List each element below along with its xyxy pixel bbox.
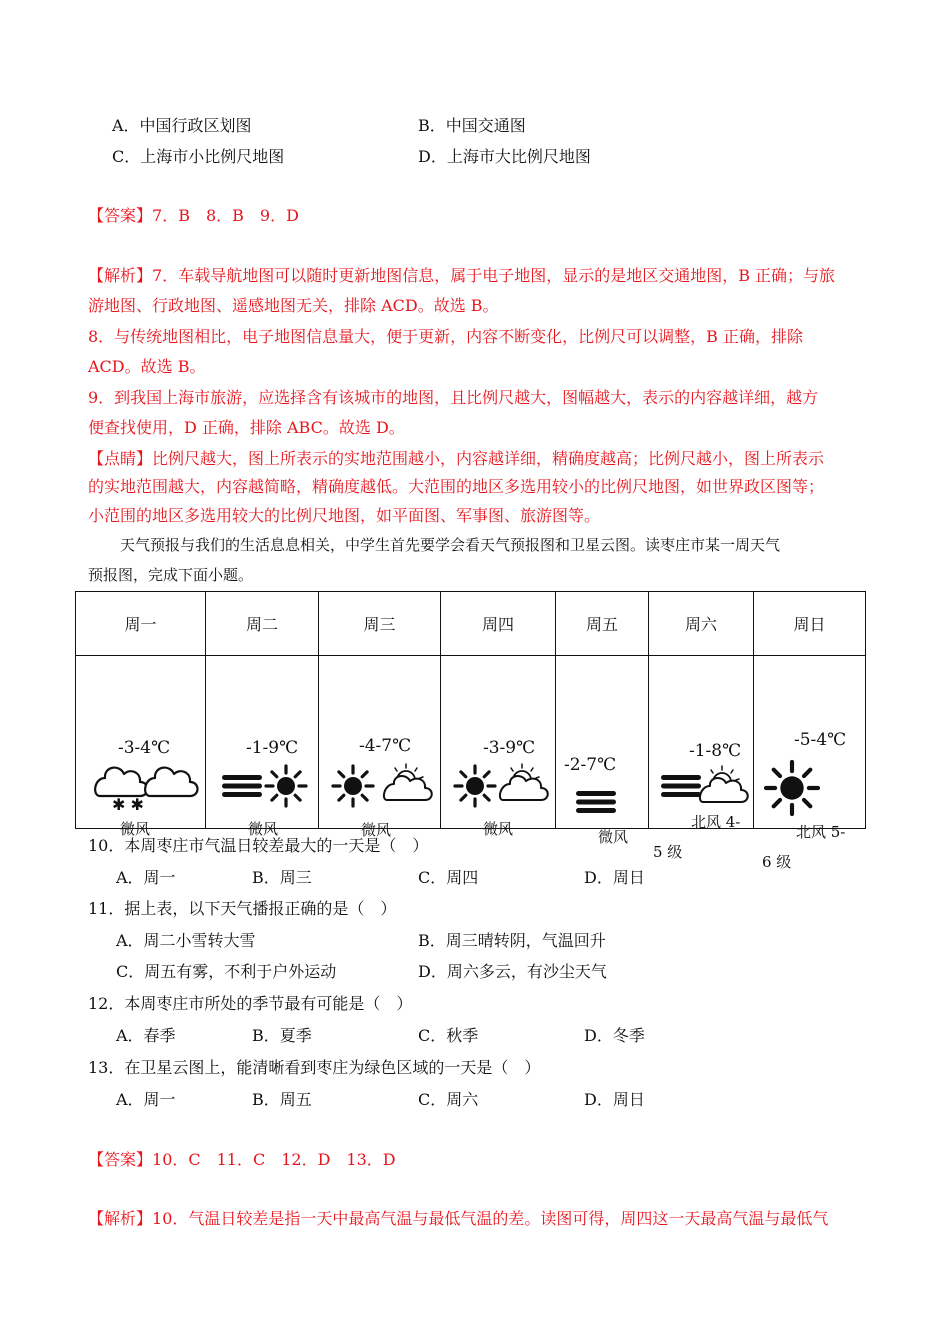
temp-sat: -1-8℃ (689, 741, 742, 761)
wind-wed: 微风 (361, 821, 392, 839)
analysis-line-4: ACD。故选 B。 (88, 357, 206, 376)
answer-tag: 【答案】 (88, 206, 153, 225)
wind-thu: 微风 (483, 820, 514, 838)
day-sat: 周六 (649, 592, 754, 656)
option-d: D．上海市大比例尺地图 (418, 147, 591, 166)
fog-to-sunny-icon (218, 764, 308, 808)
analysis-text-1: 7．车载导航地图可以随时更新地图信息，属于电子地图，显示的是地区交通地图，B 正确；与旅 (152, 266, 836, 285)
weather-cell-fri (556, 656, 649, 846)
answer-text: 7．B 8．B 9．D (152, 206, 299, 225)
analysis-tag-2: 【解析】 (88, 1209, 153, 1228)
option-b: B．中国交通图 (418, 116, 526, 135)
q12-option-b: B．夏季 (252, 1026, 312, 1045)
wind-tue: 微风 (248, 820, 279, 838)
sunny-to-partly-cloudy-icon (451, 764, 551, 812)
option-a: A．中国行政区划图 (112, 116, 252, 135)
temp-sun: -5-4℃ (794, 730, 847, 750)
weather-cell-tue (206, 656, 319, 838)
q11-option-b: B．周三晴转阴，气温回升 (418, 931, 606, 950)
day-thu: 周四 (441, 592, 556, 656)
wind-fri: 微风 (598, 828, 629, 846)
tip-tag: 【点睛】 (88, 449, 153, 468)
sunny-to-partly-cloudy-icon (329, 762, 434, 812)
weather-cell-mon (76, 656, 206, 838)
tip-line-3: 小范围的地区多选用较大的比例尺地图，如平面图、军事图、旅游图等。 (88, 506, 601, 525)
intro-line-2: 预报图，完成下面小题。 (88, 566, 254, 584)
analysis2-line-1 (88, 1209, 828, 1229)
q11-option-d: D．周六多云，有沙尘天气 (418, 962, 607, 981)
wind-sat: 北风 4- (691, 813, 741, 831)
temp-thu: -3-9℃ (483, 738, 536, 758)
question-11: 11．据上表，以下天气播报正确的是（ ） (88, 899, 397, 918)
temp-wed: -4-7℃ (359, 736, 412, 756)
weather-body-row (76, 656, 866, 829)
wind-level-sun: 6 级 (762, 853, 792, 871)
weather-cell-wed (319, 656, 441, 839)
question-12: 12．本周枣庄市所处的季节最有可能是（ ） (88, 994, 413, 1013)
q10-option-c: C．周四 (418, 868, 479, 887)
fog-icon (574, 782, 620, 822)
question-13: 13．在卫星云图上，能清晰看到枣庄为绿色区域的一天是（ ） (88, 1058, 541, 1077)
day-sun: 周日 (754, 592, 866, 656)
day-fri: 周五 (556, 592, 649, 656)
analysis-line-2: 游地图、行政地图、遥感地图无关，排除 ACD。故选 B。 (88, 296, 499, 315)
analysis-line-5: 9．到我国上海市旅游，应选择含有该城市的地图，且比例尺越大，图幅越大，表示的内容越详细，越方 (88, 388, 819, 407)
intro-line-1: 天气预报与我们的生活息息相关，中学生首先要学会看天气预报图和卫星云图。读枣庄市某一周天气 (120, 536, 781, 554)
q10-option-d: D．周日 (584, 868, 645, 887)
q11-option-c: C．周五有雾，不利于户外运动 (116, 962, 337, 981)
wind-level-sat: 5 级 (653, 843, 683, 861)
weather-cell-thu (441, 656, 556, 838)
analysis-line-6: 便查找使用，D 正确，排除 ABC。故选 D。 (88, 418, 405, 437)
light-snow-to-cloudy-icon (94, 764, 194, 816)
day-tue: 周二 (206, 592, 319, 656)
analysis-tag: 【解析】 (88, 266, 153, 285)
q12-option-c: C．秋季 (418, 1026, 479, 1045)
tip-text-1: 比例尺越大，图上所表示的实地范围越小，内容越详细，精确度越高；比例尺越小，图上所表示 (152, 449, 825, 468)
temp-tue: -1-9℃ (246, 738, 299, 758)
svg-text:✱ ✱: ✱ ✱ (112, 795, 144, 814)
analysis2-text: 10．气温日较差是指一天中最高气温与最低气温的差。读图可得，周四这一天最高气温与最低气 (152, 1209, 829, 1228)
day-mon: 周一 (76, 592, 206, 656)
temp-mon: -3-4℃ (118, 738, 171, 758)
q13-option-d: D．周日 (584, 1090, 645, 1109)
sunny-icon (766, 760, 826, 816)
wind-mon: 微风 (120, 820, 151, 838)
q10-option-b: B．周三 (252, 868, 312, 887)
weather-header-row (76, 592, 866, 656)
weather-cell-sun (754, 656, 866, 871)
answer-text-2: 10．C 11．C 12．D 13．D (152, 1150, 396, 1169)
temp-fri: -2-7℃ (564, 755, 617, 775)
q10-option-a: A．周一 (116, 868, 176, 887)
weather-cell-sat (649, 656, 754, 861)
answer-tag-2: 【答案】 (88, 1150, 153, 1169)
q12-option-d: D．冬季 (584, 1026, 645, 1045)
question-10: 10．本周枣庄市气温日较差最大的一天是（ ） (88, 836, 429, 855)
q12-option-a: A．春季 (116, 1026, 176, 1045)
q13-option-b: B．周五 (252, 1090, 312, 1109)
option-c: C．上海市小比例尺地图 (112, 147, 285, 166)
wind-sun: 北风 5- (796, 823, 846, 841)
day-wed: 周三 (319, 592, 441, 656)
analysis-line-1 (88, 266, 835, 286)
answer-line-1 (88, 206, 299, 226)
tip-line-2: 的实地范围越大，内容越简略，精确度越低。大范围的地区多选用较小的比例尺地图，如世界政区图等； (88, 477, 825, 496)
q13-option-c: C．周六 (418, 1090, 479, 1109)
answer-line-2 (88, 1150, 396, 1170)
q11-option-a: A．周二小雪转大雪 (116, 931, 256, 950)
q13-option-a: A．周一 (116, 1090, 176, 1109)
analysis-line-3: 8．与传统地图相比，电子地图信息量大，便于更新，内容不断变化，比例尺可以调整，B 正确，排除 (88, 327, 804, 346)
tip-line-1 (88, 449, 824, 469)
